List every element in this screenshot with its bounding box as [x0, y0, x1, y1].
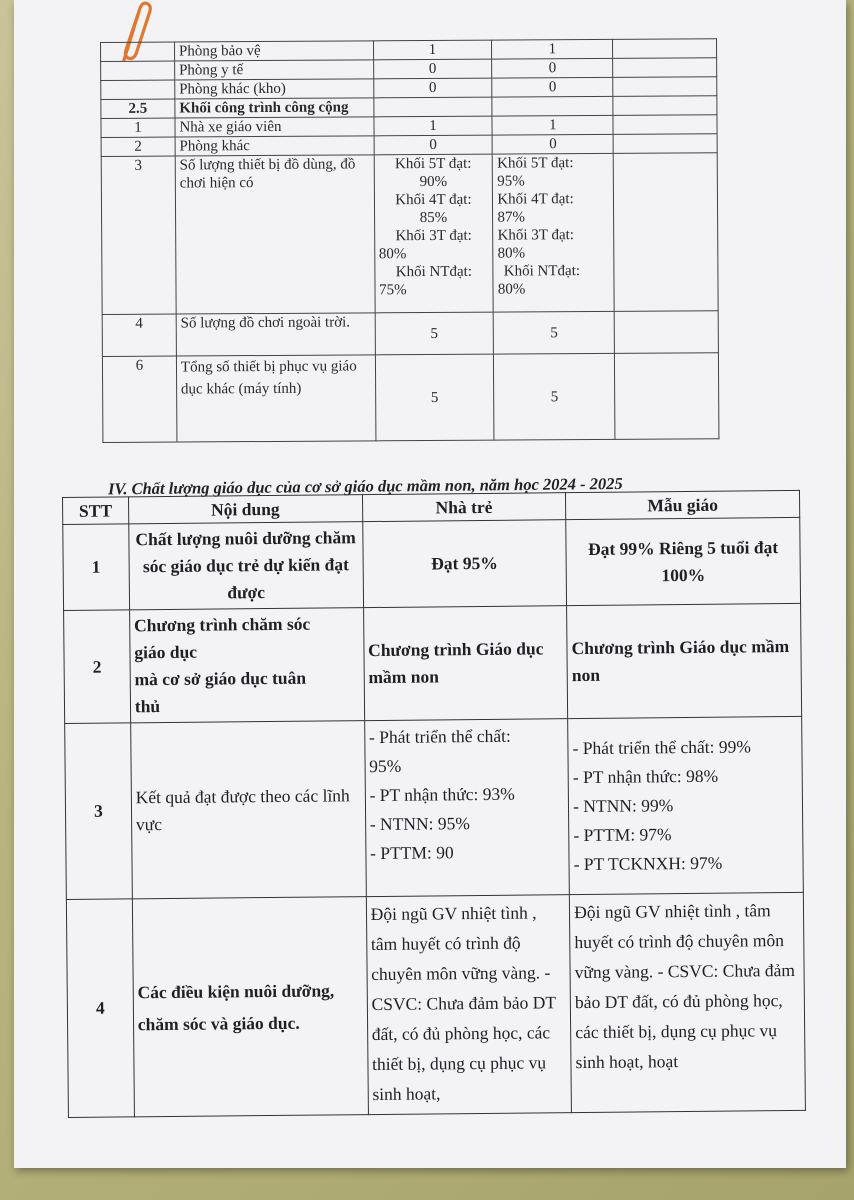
- stt-cell: 1: [63, 524, 130, 611]
- nursery-cell: Đạt 95%: [362, 520, 566, 608]
- empty-cell: [613, 96, 717, 116]
- item-name-cell: Khối công trình công cộng: [175, 98, 374, 118]
- stt-cell: [101, 42, 175, 61]
- content-cell: Chương trình chăm sóc giáo dục mà cơ sở giáo dục tuân thủ: [129, 608, 364, 723]
- header-nursery: Nhà trẻ: [362, 493, 566, 522]
- item-name-cell: Số lượng thiết bị đồ dùng, đồ chơi hiện có: [175, 155, 375, 314]
- item-name-cell: Tổng số thiết bị phục vụ giáo dục khác (máy tính): [176, 355, 375, 442]
- value-cell: 0: [374, 135, 493, 155]
- stt-cell: 2: [64, 610, 131, 724]
- empty-cell: [613, 153, 718, 312]
- value-cell: 0: [492, 134, 613, 154]
- empty-cell: [613, 115, 717, 135]
- nursery-cell: Đội ngũ GV nhiệt tình , tâm huyết có trình độ chuyên môn vững vàng. - CSVC: Chưa đảm bảo DT đất, có đủ phòng học, các thiết bị, dụng cụ phục vụ sinh hoạt,: [366, 895, 572, 1115]
- content-cell: Kết quả đạt được theo các lĩnh vực: [130, 721, 366, 899]
- section-iv-title: IV. Chất lượng giáo dục của cơ sở giáo dục mầm non, năm học 2024 - 2025: [107, 473, 623, 499]
- stt-cell: 6: [102, 356, 176, 442]
- item-name-cell: Số lượng đồ chơi ngoài trời.: [176, 313, 375, 356]
- table-row: [63, 517, 801, 610]
- facilities-table: [100, 38, 719, 443]
- empty-cell: [613, 58, 717, 78]
- empty-cell: [613, 39, 717, 59]
- item-name-cell: Nhà xe giáo viên: [175, 117, 374, 137]
- value-cell: 1: [492, 39, 613, 59]
- stt-cell: 4: [102, 314, 176, 356]
- stt-cell: 2.5: [101, 99, 175, 118]
- value-cell: [492, 96, 613, 116]
- table-row: [102, 311, 718, 357]
- header-content: Nội dung: [128, 495, 362, 524]
- value-cell: 0: [373, 78, 492, 98]
- value-cell: 1: [373, 116, 492, 136]
- table-row: [66, 892, 805, 1117]
- value-cell: 0: [373, 59, 492, 79]
- item-name-cell: Phòng khác (kho): [175, 79, 374, 99]
- empty-cell: [613, 77, 717, 97]
- value-cell: 0: [492, 77, 613, 97]
- empty-cell: [614, 311, 718, 354]
- kindergarten-cell: Đạt 99% Riêng 5 tuổi đạt 100%: [566, 517, 801, 605]
- stt-cell: 4: [66, 899, 134, 1118]
- value-cell: 1: [373, 40, 492, 60]
- value-cell: [373, 97, 492, 117]
- nursery-cell: Chương trình Giáo dục mầm non: [363, 606, 568, 721]
- kindergarten-cell: Chương trình Giáo dục mầm non: [567, 603, 802, 718]
- stt-cell: 1: [101, 118, 175, 137]
- table-row: [64, 603, 802, 723]
- nursery-cell: - Phát triển thể chất: 95% - PT nhận thức: 93% - NTNN: 95% - PTTM: 90: [364, 719, 569, 897]
- table-row: [101, 153, 718, 315]
- value-cell: 1: [492, 115, 613, 135]
- header-stt: STT: [63, 497, 129, 525]
- value-cell: 5: [375, 354, 494, 441]
- content-cell: Chất lượng nuôi dưỡng chăm sóc giáo dục trẻ dự kiến đạt được: [129, 522, 364, 610]
- facilities-table-section: [100, 38, 722, 443]
- kindergarten-cell: - Phát triển thể chất: 99% - PT nhận thức: 98% - NTNN: 99% - PTTM: 97% - PT TCKNXH: 97%: [568, 716, 804, 894]
- value-cell: Khối 5T đạt: 90% Khối 4T đạt: 85% Khối 3T đạt: 80% Khối NTđạt: 75%: [374, 154, 494, 313]
- value-cell: 5: [494, 311, 615, 354]
- item-name-cell: Phòng khác: [175, 136, 374, 156]
- content-cell: Các điều kiện nuôi dưỡng, chăm sóc và giáo dục.: [132, 897, 368, 1117]
- stt-cell: [101, 61, 175, 80]
- value-cell: 0: [492, 58, 613, 78]
- empty-cell: [615, 353, 719, 440]
- value-cell: Khối 5T đạt: 95% Khối 4T đạt: 87% Khối 3T đạt: 80% Khối NTđạt: 80%: [493, 153, 615, 312]
- stt-cell: 2: [101, 137, 175, 156]
- item-name-cell: Phòng y tế: [175, 60, 374, 80]
- value-cell: 5: [375, 312, 494, 355]
- empty-cell: [613, 134, 717, 154]
- kindergarten-cell: Đội ngũ GV nhiệt tình , tâm huyết có trình độ chuyên môn vững vàng. - CSVC: Chưa đảm bảo DT đất, có đủ phòng học, các thiết bị, dụng cụ phục vụ sinh hoạt, hoạt: [569, 892, 805, 1112]
- value-cell: 5: [494, 353, 615, 440]
- education-quality-table: [62, 490, 806, 1118]
- table-row: [102, 353, 719, 443]
- stt-cell: 3: [65, 723, 132, 900]
- header-kindergarten: Mẫu giáo: [566, 490, 800, 519]
- stt-cell: 3: [101, 156, 176, 314]
- table-row: [65, 716, 804, 899]
- education-quality-section: [62, 490, 808, 1118]
- stt-cell: [101, 80, 175, 99]
- item-name-cell: Phòng bảo vệ: [174, 41, 373, 61]
